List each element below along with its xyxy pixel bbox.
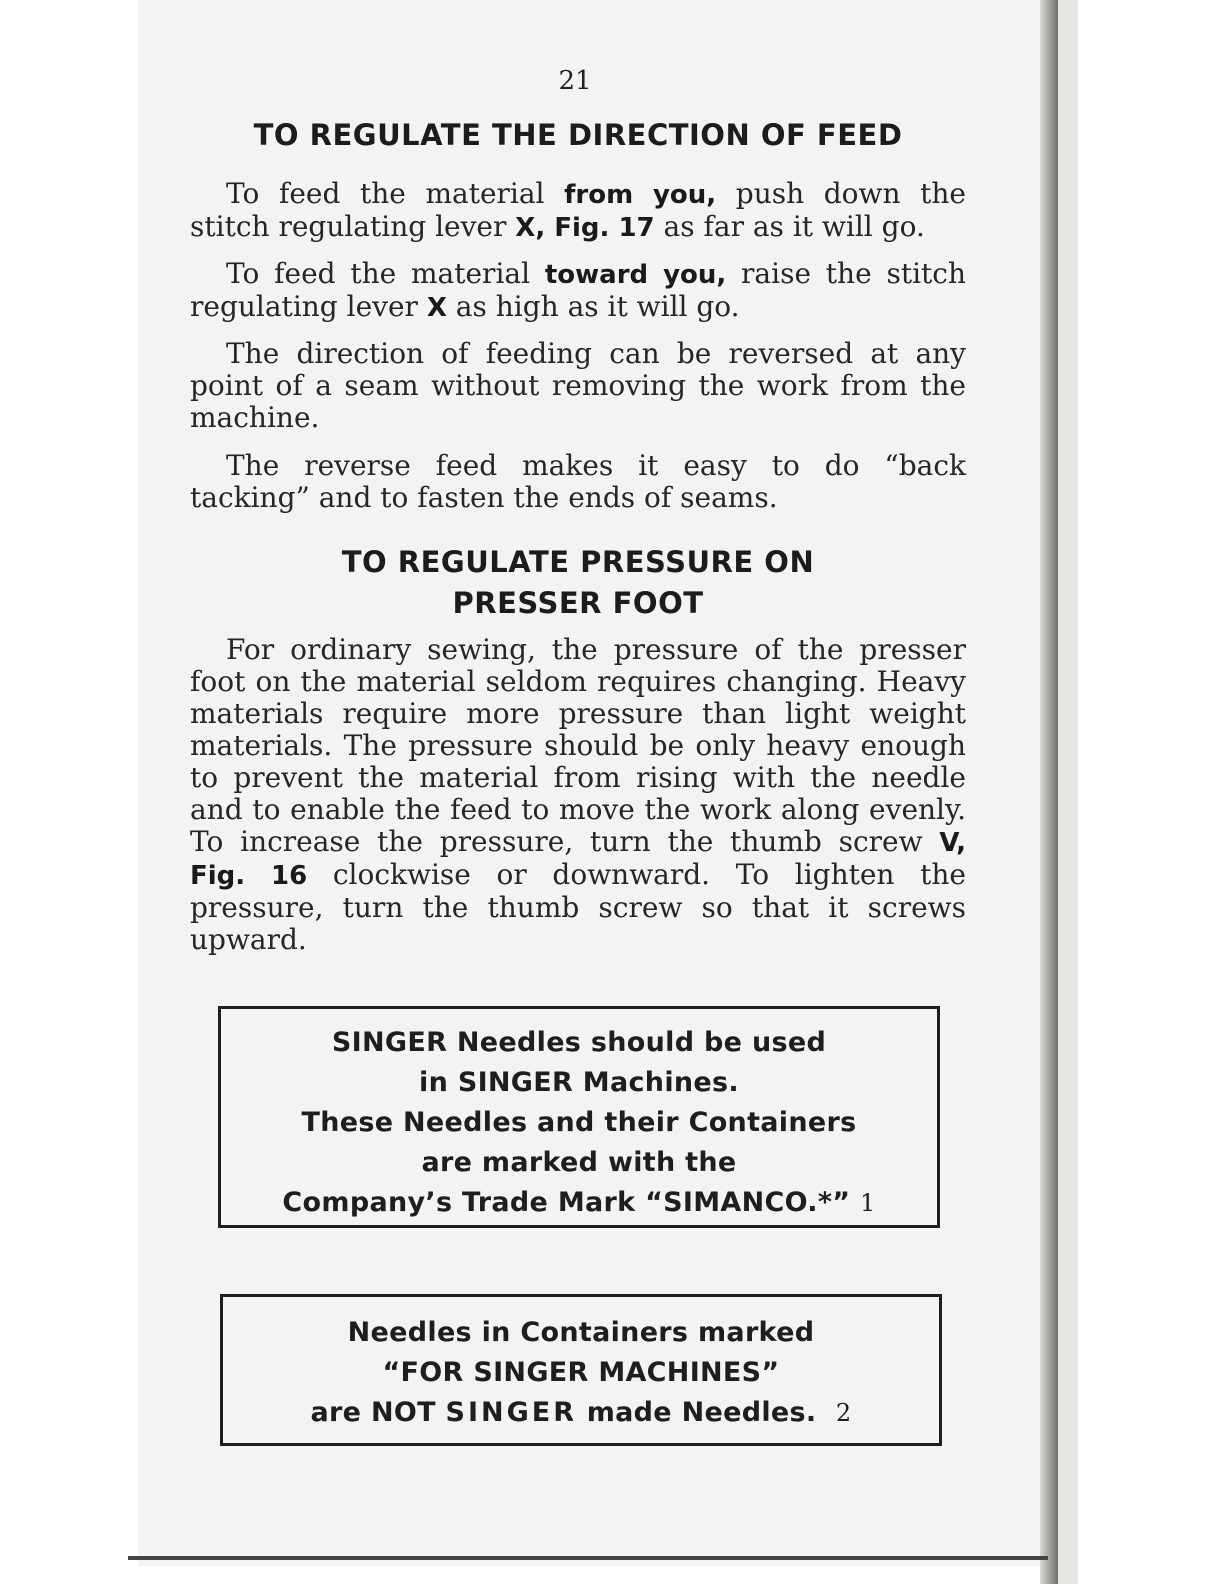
notice1-line1: SINGER Needles should be used xyxy=(331,1027,827,1058)
paragraph-feed-toward-you: To feed the material toward you, raise the stitch regulating lever X as high as it will go. xyxy=(190,257,966,323)
heading-line-2: PRESSER FOOT xyxy=(452,586,704,620)
notice1-number: 1 xyxy=(860,1189,876,1217)
page-edge xyxy=(1058,0,1078,1584)
notice1-line2: in SINGER Machines. xyxy=(419,1067,739,1098)
notice1-line3: These Needles and their Containers xyxy=(301,1107,857,1138)
notice1-line4: are marked with the xyxy=(421,1147,737,1178)
notice-box-not-singer xyxy=(220,1294,942,1446)
notice1-line5: Company’s Trade Mark “SIMANCO.*” 1 xyxy=(282,1187,876,1218)
paragraph-back-tacking: The reverse feed makes it easy to do “back tacking” and to fasten the ends of seams. xyxy=(190,449,966,514)
paragraph-feed-from-you: To feed the material from you, push down the stitch regulating lever X, Fig. 17 as far as it will go. xyxy=(190,177,966,243)
heading-pressure-on-presser-foot xyxy=(190,542,966,624)
notice2-line3: are NOT SINGER made Needles. 2 xyxy=(310,1397,852,1428)
heading-line-1: TO REGULATE PRESSURE ON xyxy=(341,545,815,579)
page-edge-shadow xyxy=(1040,0,1058,1584)
notice2-line2: “FOR SINGER MACHINES” xyxy=(382,1357,780,1388)
notice2-line1: Needles in Containers marked xyxy=(347,1317,815,1348)
notice2-number: 2 xyxy=(835,1399,852,1427)
bottom-rule xyxy=(128,1556,1048,1560)
heading-direction-of-feed: TO REGULATE THE DIRECTION OF FEED xyxy=(253,118,903,152)
page-number: 21 xyxy=(558,66,592,96)
singer-word: SINGER xyxy=(445,1397,578,1428)
paragraph-pressure: For ordinary sewing, the pressure of the presser foot on the material seldom requires changing. Heavy materials require more pressure than light weight materials. The pressure should be only heavy enough to prevent the material from rising with the needle and to enable the feed to move the work along evenly. To increase the pressure, turn the thumb screw V, Fig. 16 clockwise or downward. To lighten the pressure, turn the thumb screw so that it screws upward. xyxy=(190,633,966,956)
notice-box-singer-needles xyxy=(218,1006,940,1228)
paragraph-reverse-direction: The direction of feeding can be reversed at any point of a seam without removing the work from the machine. xyxy=(190,337,966,434)
